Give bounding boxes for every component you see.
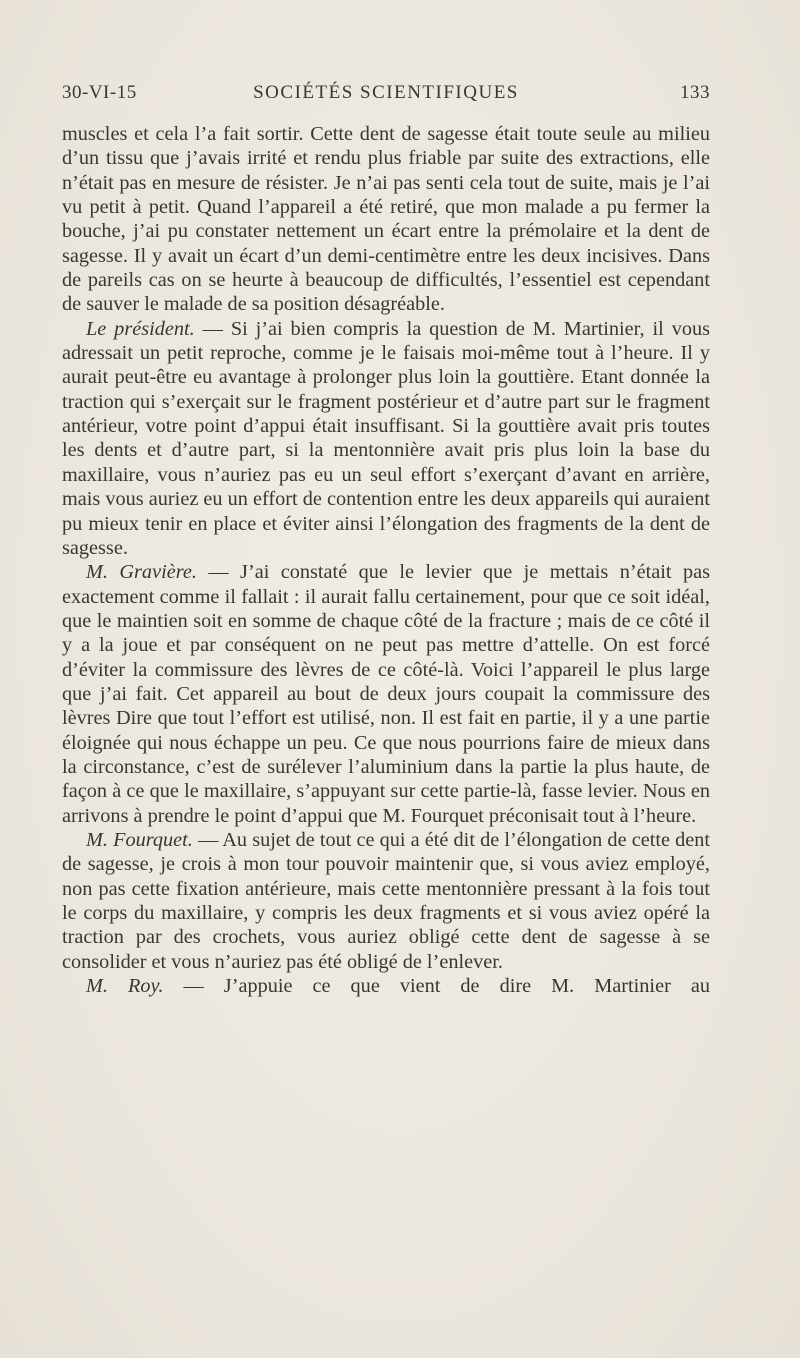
paragraph-text: — Au sujet de tout ce qui a été dit de l’élongation de cette dent de sagesse, je crois à mon tour pouvoir maintenir que, si vous aviez employé, non pas cette fixation antérieure, mais cette mentonnière pressant à la fois tout le corps du maxillaire, y compris les deux fragments et si vous aviez opéré la traction par des crochets, vous auriez obligé cette dent de sagesse à se consolider et vous n’auriez pas été obligé de l’enlever. — [62, 828, 710, 973]
paragraph-graviere — [62, 560, 710, 828]
paragraph-text: muscles et cela l’a fait sortir. Cette dent de sagesse était toute seule au milieu d’un tissu que j’avais irrité et rendu plus friable par suite des extractions, elle n’était pas en mesure de résister. Je n’ai pas senti cela tout de suite, mais je l’ai vu petit à petit. Quand l’appareil a été retiré, que mon malade a pu fermer la bouche, j’ai pu constater nettement un écart entre la prémolaire et la dent de sagesse. Il y avait un écart d’un demi-centimètre entre les deux incisives. Dans de pareils cas on se heurte à beaucoup de difficultés, l’essentiel est cependant de sauver le malade de sa position désagréable. — [62, 123, 710, 316]
speaker-name: M. Roy. — [86, 975, 164, 998]
paragraph-fourquet — [62, 828, 710, 974]
body-text — [62, 122, 710, 998]
paragraph-text: — J’appuie ce que vient de dire M. Martinier au — [183, 975, 710, 998]
paragraph-president — [62, 317, 710, 560]
paragraph-text: — J’ai constaté que le levier que je mettais n’était pas exactement comme il fallait : il aurait fallu certainement, pour que ce soit idéal, que le maintien soit en somme de chaque côté de la fracture ; mais de ce côté il y a la joue et par conséquent on ne peut pas mettre d’attelle. On est forcé d’éviter la commissure des lèvres de ce côté-là. Voici l’appareil le plus large que j’ai fait. Cet appareil au bout de deux jours coupait la commissure des lèvres Dire que tout l’effort est utilisé, non. Il est fait en partie, il y a une partie éloignée qui nous échappe un peu. Ce que nous pourrions faire de mieux dans la circonstance, c’est de surélever l’aluminium dans la partie la plus haute, de façon à ce que le maxillaire, s’appuyant sur cette partie-là, fasse levier. Nous en arrivons à prendre le point d’appui que M. Fourquet préconisait tout à l’heure. — [62, 561, 710, 827]
paragraph-text: — Si j’ai bien compris la question de M. Martinier, il vous adressait un petit reproche, comme je le faisais moi-même tout à l’heure. Il y aurait peut-être eu avantage à prolonger plus loin la gouttière. Etant donnée la traction qui s’exerçait sur le fragment postérieur et d’autre part sur le fragment antérieur, votre point d’appui était insuffisant. Si la gouttière avait pris toutes les dents et d’autre part, si la mentonnière avait pris plus loin la base du maxillaire, vous n’auriez pas eu un seul effort s’exerçant d’avant en arrière, mais vous auriez eu un effort de contention entre les deux appareils qui auraient pu mieux tenir en place et éviter ainsi l’élongation des fragments de la dent de sagesse. — [62, 317, 711, 559]
page-number: 133 — [680, 82, 710, 103]
speaker-name: M. Fourquet. — [86, 828, 193, 851]
page-header — [62, 82, 710, 112]
date-folio: 30-VI-15 — [62, 82, 137, 103]
speaker-name: M. Gravière. — [86, 561, 197, 584]
paragraph-roy — [62, 974, 710, 998]
paragraph-continuation — [62, 122, 710, 317]
speaker-name: Le président. — [86, 317, 195, 340]
running-title: SOCIÉTÉS SCIENTIFIQUES — [253, 82, 519, 103]
